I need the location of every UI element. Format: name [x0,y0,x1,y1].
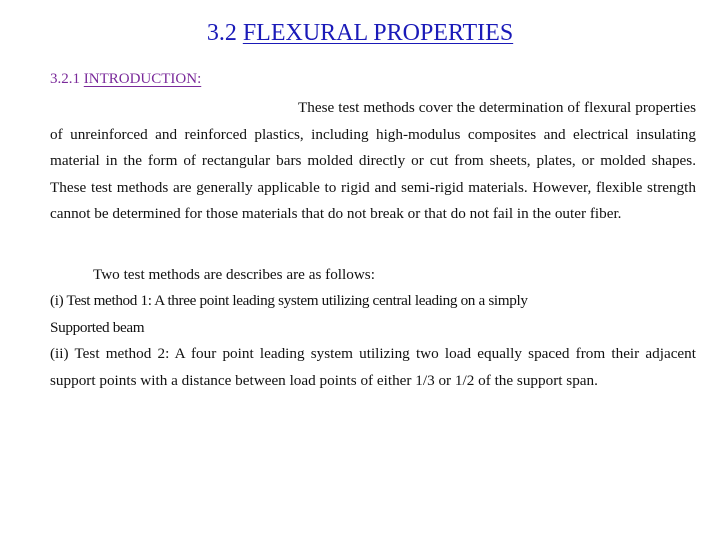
intro-paragraph: These test methods cover the determination of flexural properties of unreinforced and reinforced plastics, including high-modulus composites and electrical insulating material in the form of rectangular bars molded directly or cut from sheets, plates, or molded shapes. These test methods are generally applicable to rigid and semi-rigid materials. However, flexible strength cannot be determined for those materials that do not break or that do not fail in the outer fiber. [50,99,696,222]
test-method-1 [50,288,696,341]
section-number: 3.2 [206,20,237,46]
subsection-number: 3.2.1 [50,71,80,87]
section-heading [0,18,720,48]
test-method-1-line2: Supported beam [50,318,145,336]
test-method-1-line1: (i) Test method 1: A three point leading system utilizing central leading on a simply [50,292,528,309]
test-method-2: (ii) Test method 2: A four point leading system utilizing two load equally spaced from their adjacent support points with a distance between load points of either 1/3 or 1/2 of the support span. [50,345,696,389]
subsection-heading [50,68,201,90]
subsection-title: INTRODUCTION: [83,71,202,87]
section-title: FLEXURAL PROPERTIES [242,20,514,46]
methods-lead-in: Two test methods are describes are as follows: [93,266,375,283]
